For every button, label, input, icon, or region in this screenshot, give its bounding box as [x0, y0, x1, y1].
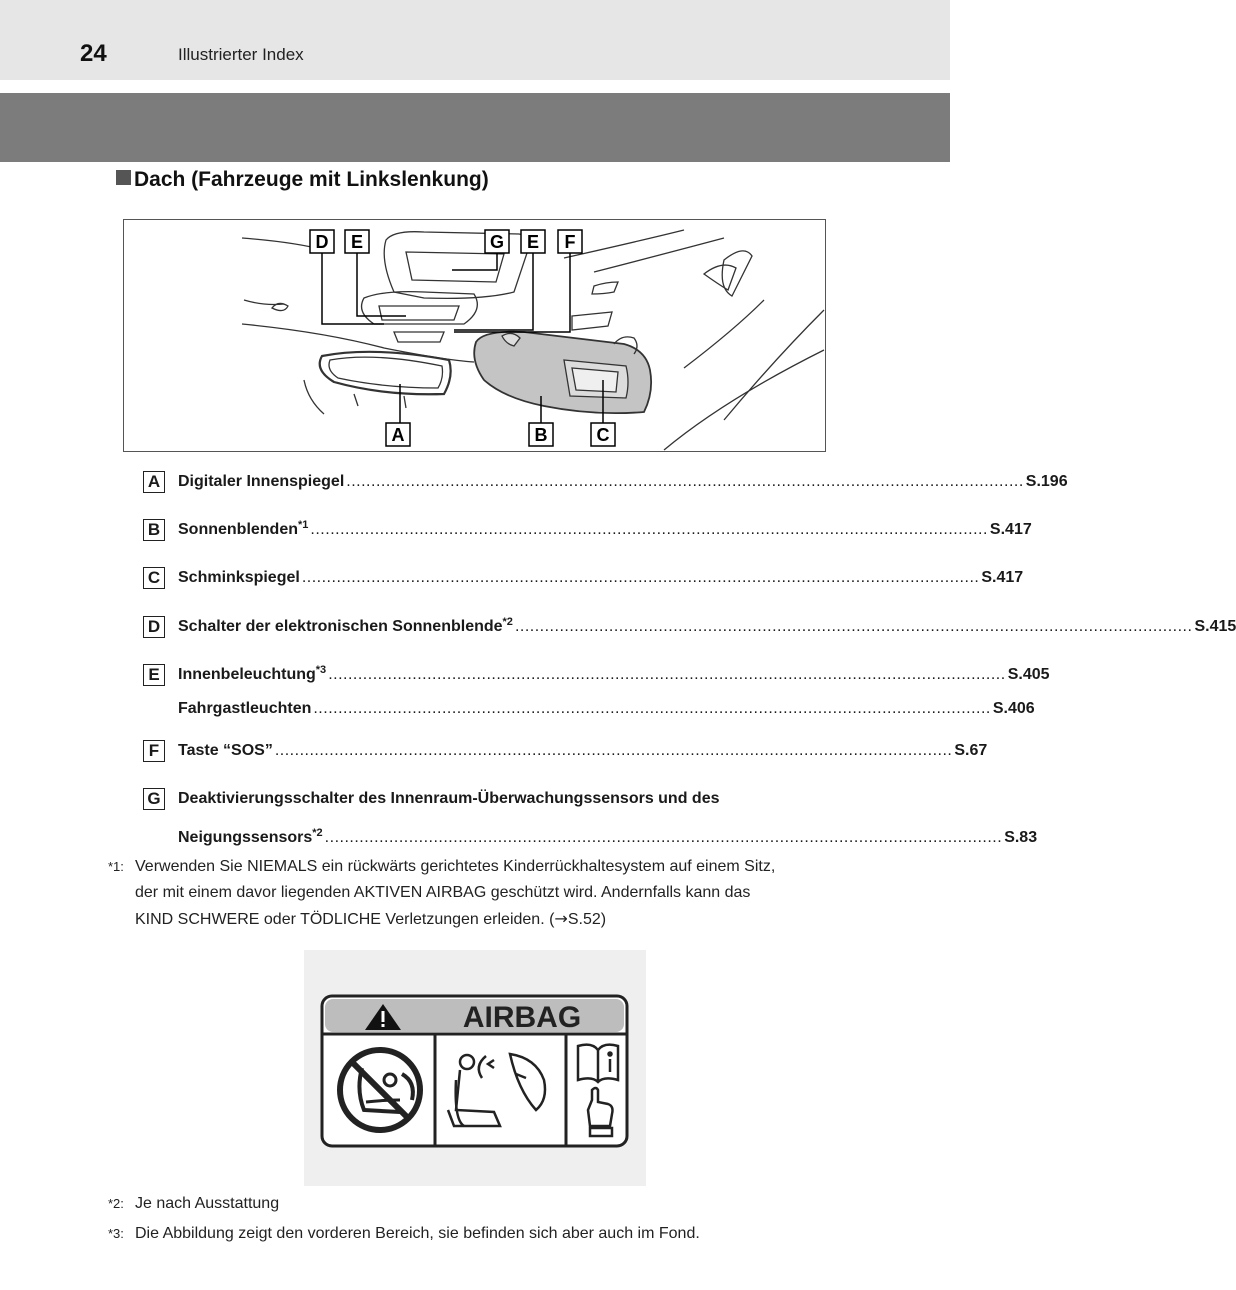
index-entry-f [143, 740, 988, 764]
entry-page-link[interactable]: S.196 [1025, 473, 1068, 490]
index-entry-d [143, 616, 1236, 640]
section-title-text: Dach (Fahrzeuge mit Linkslenkung) [134, 168, 489, 191]
footnote-line: Je nach Ausstattung [135, 1195, 280, 1212]
leader-dots: ......................................................................................................................................... [313, 700, 991, 717]
entry-label: Schalter der elektronischen Sonnenblende [178, 618, 503, 635]
diagram-label-e: E [350, 232, 364, 252]
chapter-title: Illustrierter Index [178, 45, 304, 64]
entry-label: Schminkspiegel [178, 569, 300, 586]
entry-label: Deaktivierungsschalter des Innenraum-Überwachungssensors und des [178, 790, 720, 807]
footnote-ref: *2 [502, 616, 513, 628]
index-entry-a [143, 471, 1068, 495]
footnote-mark: *3: [108, 1226, 124, 1241]
airbag-warning-label [304, 950, 646, 1186]
diagram-label-g: G [489, 232, 505, 252]
page-header [0, 0, 950, 80]
arrow-right-icon: → [554, 909, 568, 928]
footnote-text: KIND SCHWERE oder TÖDLICHE Verletzungen erleiden. ( [135, 911, 555, 928]
entry-label: Neigungssensors [178, 829, 313, 846]
entry-label: Fahrgastleuchten [178, 700, 312, 717]
diagram-label-e2: E [526, 232, 540, 252]
index-entry-b [143, 519, 1032, 543]
index-entry-c [143, 567, 1024, 591]
footnote-3 [108, 1221, 838, 1247]
footnote-ref: *1 [298, 519, 309, 531]
footnote-line: Verwenden Sie NIEMALS ein rückwärts gerichtetes Kinderrückhaltesystem auf einem Sitz, [135, 858, 776, 875]
entry-letter: B [143, 519, 165, 541]
leader-dots: ......................................................................................................................................... [346, 473, 1024, 490]
entry-page-link[interactable]: S.415 [1194, 618, 1236, 635]
section-heading [116, 168, 489, 192]
leader-dots: ......................................................................................................................................... [324, 829, 1003, 846]
entry-page-link[interactable]: S.406 [992, 700, 1035, 717]
diagram-label-b: B [534, 425, 548, 445]
index-entry-e-sub [143, 698, 1035, 722]
footnote-ref: *3 [315, 664, 327, 676]
roof-illustration [123, 219, 826, 452]
entry-label: Digitaler Innenspiegel [178, 473, 345, 490]
footnote-ref: *2 [312, 827, 323, 839]
diagram-label-a: A [391, 425, 405, 445]
leader-dots: ......................................................................................................................................... [274, 742, 953, 759]
leader-dots: ......................................................................................................................................... [310, 521, 988, 538]
section-band [0, 93, 950, 162]
page-reference-link[interactable]: S.52) [567, 911, 607, 928]
square-bullet-icon [116, 170, 131, 185]
footnote-mark: *1: [108, 859, 124, 874]
footnote-mark: *2: [108, 1196, 124, 1211]
leader-dots: ......................................................................................................................................... [514, 618, 1193, 635]
entry-page-link[interactable]: S.417 [989, 521, 1032, 538]
leader-dots: ......................................................................................................................................... [328, 666, 1006, 683]
footnote-line [135, 906, 838, 933]
footnote-line: der mit einem davor liegenden AKTIVEN AIRBAG geschützt wird. Andernfalls kann das [135, 884, 751, 901]
entry-letter: C [143, 567, 165, 589]
footnote-line: Die Abbildung zeigt den vorderen Bereich, sie befinden sich aber auch im Fond. [135, 1225, 700, 1242]
diagram-label-d: D [315, 232, 329, 252]
entry-letter: D [143, 616, 165, 638]
entry-label: Innenbeleuchtung [178, 666, 316, 683]
entry-page-link[interactable]: S.405 [1007, 666, 1050, 683]
diagram-label-f: F [564, 232, 576, 252]
footnote-1 [108, 854, 838, 933]
diagram-label-c: C [596, 425, 610, 445]
entry-letter: G [143, 788, 165, 810]
index-entry-e [143, 664, 1050, 688]
entry-page-link[interactable]: S.67 [954, 742, 988, 759]
entry-letter: E [143, 664, 165, 686]
entry-label: Taste “SOS” [178, 742, 273, 759]
airbag-title: AIRBAG [462, 1001, 582, 1034]
index-entry-g-cont [143, 827, 1038, 851]
entry-label: Sonnenblenden [178, 521, 298, 538]
leader-dots: ......................................................................................................................................... [301, 569, 980, 586]
page-number: 24 [80, 40, 107, 67]
entry-letter: A [143, 471, 165, 493]
index-entry-g [143, 788, 803, 812]
entry-page-link[interactable]: S.83 [1004, 829, 1038, 846]
entry-page-link[interactable]: S.417 [981, 569, 1024, 586]
footnote-2 [108, 1191, 838, 1217]
entry-letter: F [143, 740, 165, 762]
